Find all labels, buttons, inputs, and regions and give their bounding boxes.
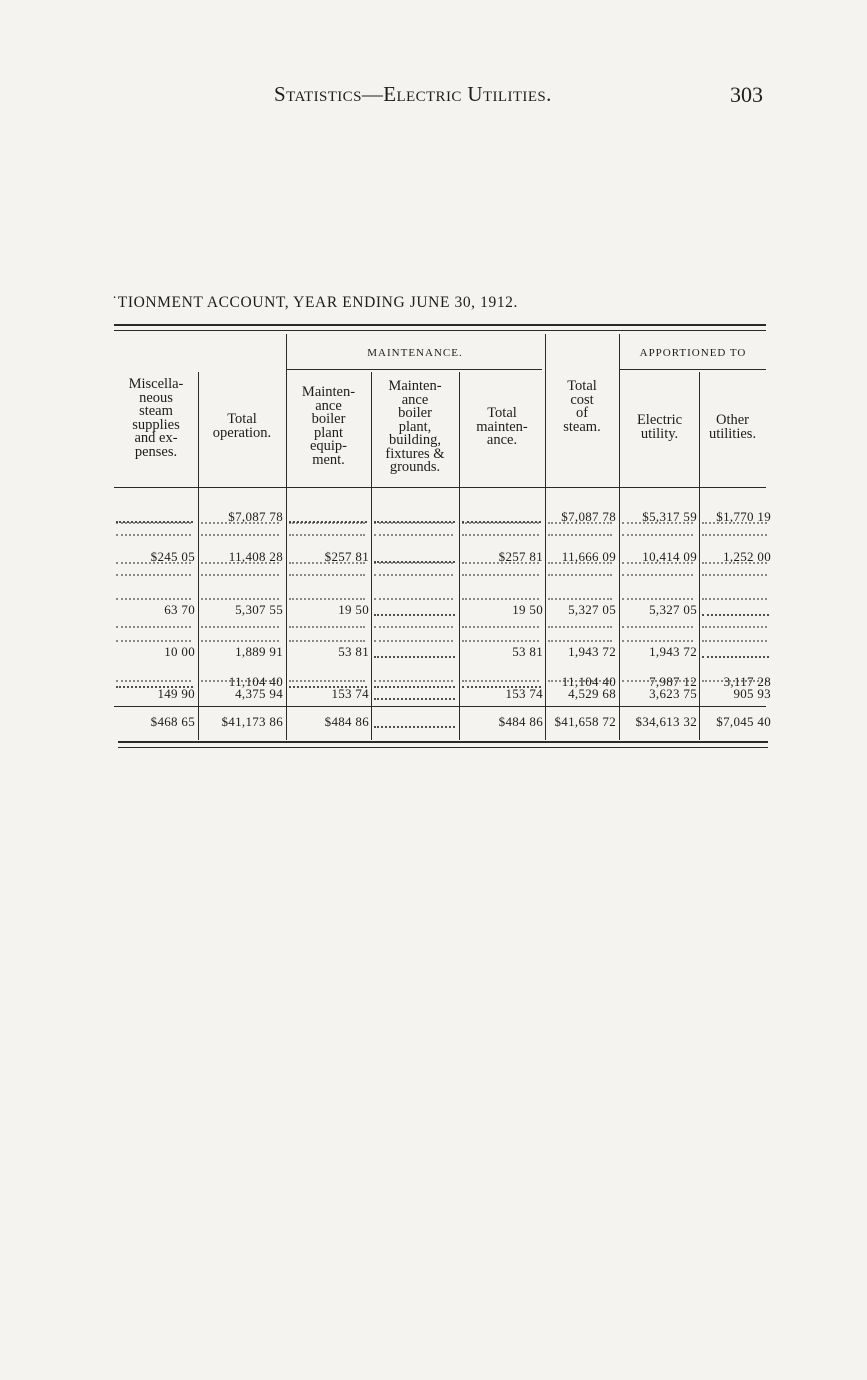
col-header-maint-boiler-building: Mainten- ance boiler plant, building, fixtures & grounds. [385,378,445,475]
dotted-leader [201,574,279,576]
dotted-leader [702,626,767,628]
table-cell: 3,623 75 [649,686,697,701]
dotted-leader [116,598,191,600]
dotted-leader [622,626,693,628]
dotted-leader [702,656,769,658]
table-cell: $7,087 78 [228,509,283,524]
dotted-leader [374,698,455,700]
dotted-leader [116,562,191,564]
page-number: 303 [730,82,763,107]
dotted-leader [116,534,191,536]
dotted-leader [462,534,539,536]
table-cell: 5,327 05 [649,602,697,617]
table-cell: 11,408 28 [228,549,283,564]
dotted-leader [374,686,455,688]
apportioned-group-rule [620,369,766,370]
table-cell: 3,117 28 [723,674,771,689]
dotted-leader [548,562,612,564]
totals-cell: $484 86 [498,714,543,729]
dotted-leader [374,562,453,564]
table-cell: 1,943 72 [649,644,697,659]
table-cell: 1,889 91 [235,644,283,659]
table-cell: 153 74 [331,686,369,701]
col-header-maint-boiler-equipment: Mainten- ance boiler plant equip- ment. [301,384,356,468]
dotted-leader [201,640,279,642]
col-header-misc-steam-supplies: Miscella- neous steam supplies and ex- penses. [128,376,184,460]
dotted-leader [702,680,767,682]
dotted-leader [374,598,453,600]
table-cell: 63 70 [164,602,195,617]
table-cell: 4,529 68 [568,686,616,701]
table-cell: $1,770 19 [716,509,771,524]
table-cell: 53 81 [338,644,369,659]
dotted-leader [289,640,365,642]
table-cell: 10,414 09 [642,549,697,564]
dotted-leader [201,598,279,600]
table-bottom-rule-inner [118,747,768,748]
table-cell: 905 93 [733,686,771,701]
dotted-leader [622,522,693,524]
table-cell: $5,317 59 [642,509,697,524]
dotted-leader [462,680,539,682]
dotted-leader [702,562,767,564]
dotted-leader [116,680,191,682]
totals-cell: $7,045 40 [716,714,771,729]
dotted-leader [289,680,365,682]
dotted-leader [201,680,279,682]
table-cell: $245 05 [150,549,195,564]
totals-cell: $34,613 32 [635,714,697,729]
dotted-leader [374,614,455,616]
dotted-leader [462,562,539,564]
dotted-leader [374,534,453,536]
maintenance-group-header: MAINTENANCE. [367,347,463,359]
dotted-leader [116,574,191,576]
totals-rule [114,706,766,707]
dotted-leader [116,626,191,628]
table-cell: 19 50 [338,602,369,617]
dotted-leader [548,680,612,682]
table-cell: 7,987 12 [649,674,697,689]
dotted-leader [548,574,612,576]
table-cell: 1,943 72 [568,644,616,659]
col-header-total-operation: Total operation. [212,411,272,441]
dotted-leader [622,562,693,564]
table-cell: 1,252 00 [723,549,771,564]
dotted-leader [622,574,693,576]
running-title: Statistics—Electric Utilities. [274,82,552,106]
dotted-leader [116,640,191,642]
dotted-leader [289,598,365,600]
dotted-leader [702,574,767,576]
dotted-leader [289,522,365,524]
dotted-leader [289,626,365,628]
table-cell: 11,104 40 [228,674,283,689]
table-cell: 4,375 94 [235,686,283,701]
dotted-leader [289,562,365,564]
table-cell: 53 81 [512,644,543,659]
dotted-leader [548,626,612,628]
totals-cell: $41,658 72 [554,714,616,729]
dotted-leader [289,534,365,536]
dotted-leader [462,626,539,628]
dotted-leader [462,640,539,642]
dotted-leader [374,640,453,642]
dotted-leader [462,574,539,576]
dotted-leader [374,522,453,524]
dotted-leader [702,534,767,536]
dotted-leader [702,640,767,642]
dotted-leader [548,534,612,536]
dotted-leader [622,598,693,600]
dotted-leader [116,522,191,524]
table-cell: 5,307 55 [235,602,283,617]
maintenance-group-rule [286,369,542,370]
table-top-rule [114,324,766,326]
table-cell: 5,327 05 [568,602,616,617]
col-header-other-utilities: Other utilities. [708,412,757,442]
table-cell: 149 90 [157,686,195,701]
table-cell: $257 81 [324,549,369,564]
dotted-leader [622,640,693,642]
apportioned-group-header: APPORTIONED TO [639,347,747,359]
dotted-leader [201,522,279,524]
dotted-leader [462,598,539,600]
totals-cell: $41,173 86 [221,714,283,729]
col-divider [619,334,620,740]
totals-cell: $468 65 [150,714,195,729]
dotted-leader [548,522,612,524]
table-cell: 11,666 09 [561,549,616,564]
col-header-electric-utility: Electric utility. [636,412,683,442]
table-title: ˙TIONMENT ACCOUNT, YEAR ENDING JUNE 30, 1912. [112,294,519,311]
col-header-total-maintenance: Total mainten- ance. [476,405,528,448]
dotted-leader [201,562,279,564]
dotted-leader [289,574,365,576]
dotted-leader [374,680,453,682]
totals-cell: $484 86 [324,714,369,729]
dotted-leader [548,598,612,600]
table-cell: $7,087 78 [561,509,616,524]
dotted-leader [374,726,455,728]
table-cell: 19 50 [512,602,543,617]
dotted-leader [702,522,767,524]
table-top-rule-inner [114,330,766,331]
dotted-leader [622,534,693,536]
header-bottom-rule [114,487,766,488]
dotted-leader [201,626,279,628]
table-cell: 10 00 [164,644,195,659]
col-header-total-cost-steam: Total cost of steam. [563,378,601,435]
dotted-leader [374,626,453,628]
dotted-leader [462,522,539,524]
dotted-leader [374,574,453,576]
table-bottom-rule [118,741,768,743]
table-cell: 11,104 40 [561,674,616,689]
table-cell: $257 81 [498,549,543,564]
dotted-leader [702,614,769,616]
table-cell: 153 74 [505,686,543,701]
dotted-leader [548,640,612,642]
dotted-leader [201,534,279,536]
dotted-leader [622,680,693,682]
dotted-leader [374,656,455,658]
dotted-leader [702,598,767,600]
